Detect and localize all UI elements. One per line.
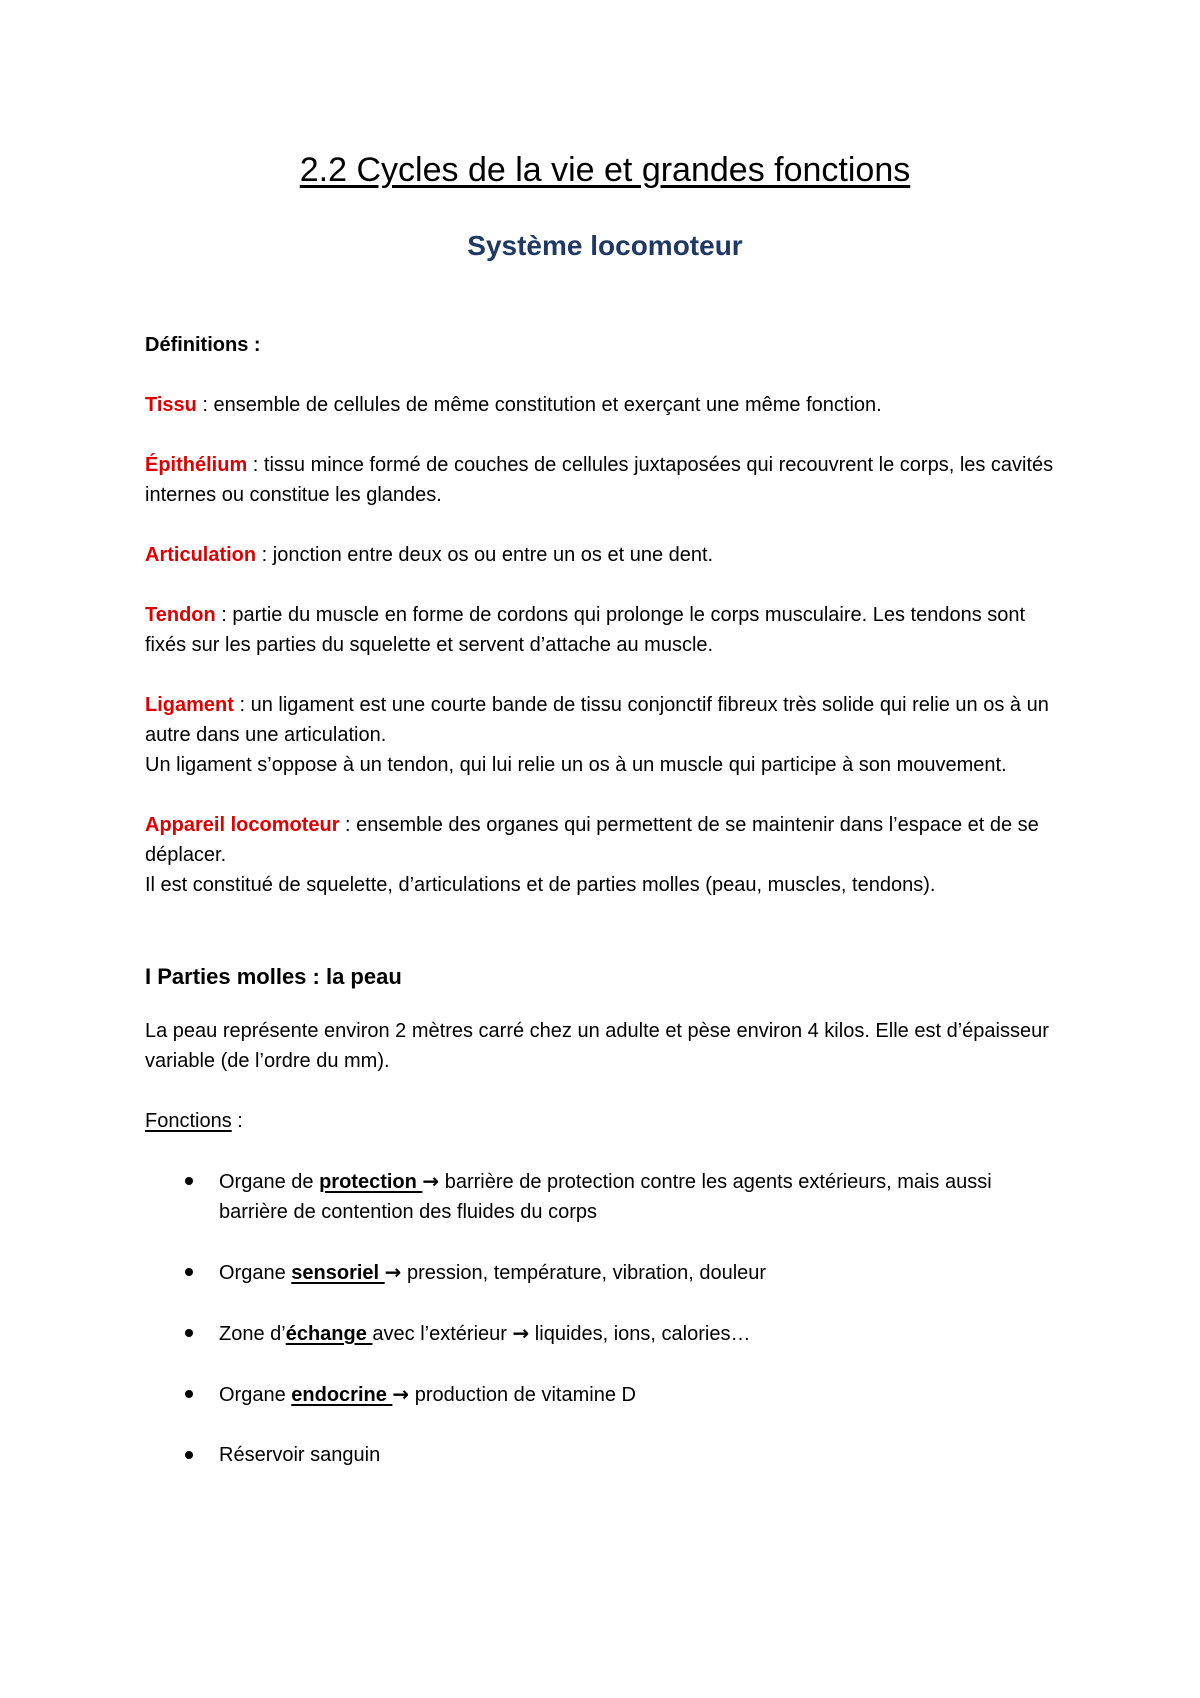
definition-tendon	[145, 600, 1065, 660]
list-item: Réservoir sanguin	[145, 1440, 1065, 1470]
list-item: Organe endocrine → production de vitamine D	[145, 1379, 1065, 1410]
definition-term: Tissu	[145, 394, 197, 416]
definition-articulation	[145, 540, 1065, 570]
definition-ligament	[145, 690, 1065, 750]
keyword: échange	[285, 1323, 373, 1345]
page-title: 2.2 Cycles de la vie et grandes fonctions	[299, 151, 911, 189]
definition-term: Appareil locomoteur	[145, 814, 340, 836]
definition-text: : ensemble des organes qui permettent de se maintenir dans l’espace et de se déplacer.	[145, 814, 1039, 866]
definitions-heading: Définitions :	[145, 334, 261, 356]
list-item: Organe sensoriel → pression, température, vibration, douleur	[145, 1257, 1065, 1288]
definition-term: Tendon	[145, 604, 216, 626]
arrow-right-icon: →	[422, 1169, 440, 1193]
definition-appareil-locomoteur	[145, 810, 1065, 870]
definition-text: : ensemble de cellules de même constitution et exerçant une même fonction.	[196, 394, 882, 416]
document-body	[145, 330, 1065, 1470]
bullet-icon	[185, 1390, 193, 1398]
bullet-icon	[185, 1268, 193, 1276]
definition-appareil-note: Il est constitué de squelette, d’articulations et de parties molles (peau, muscles, tendons).	[145, 874, 936, 896]
list-item: Zone d’échange avec l’extérieur → liquides, ions, calories…	[145, 1318, 1065, 1349]
keyword: endocrine	[291, 1384, 393, 1406]
arrow-right-icon: →	[392, 1382, 410, 1406]
definition-text: : un ligament est une courte bande de tissu conjonctif fibreux très solide qui relie un os à un autre dans une articulation.	[145, 694, 1049, 746]
section-intro: La peau représente environ 2 mètres carré chez un adulte et pèse environ 4 kilos. Elle est d’épaisseur variable (de l’ordre du mm).	[145, 1020, 1049, 1072]
definition-term: Épithélium	[145, 454, 248, 476]
definition-term: Ligament	[145, 694, 234, 716]
bullet-icon	[185, 1451, 193, 1459]
arrow-right-icon: →	[384, 1260, 402, 1284]
definition-tissu	[145, 390, 1065, 420]
functions-label-text: Fonctions	[145, 1110, 232, 1132]
functions-list	[145, 1166, 1065, 1470]
bullet-icon	[185, 1177, 193, 1185]
list-item: Organe de protection → barrière de protection contre les agents extérieurs, mais aussi barrière de contention des fluides du corps	[145, 1166, 1065, 1227]
keyword: sensoriel	[291, 1262, 385, 1284]
definition-term: Articulation	[145, 544, 257, 566]
definition-text: : tissu mince formé de couches de cellules juxtaposées qui recouvrent le corps, les cavités internes ou constitue les glandes.	[145, 454, 1054, 506]
definition-ligament-note: Un ligament s’oppose à un tendon, qui lui relie un os à un muscle qui participe à son mouvement.	[145, 754, 1007, 776]
definition-text: : jonction entre deux os ou entre un os et une dent.	[256, 544, 714, 566]
bullet-icon	[185, 1329, 193, 1337]
definition-text: : partie du muscle en forme de cordons qui prolonge le corps musculaire. Les tendons sont fixés sur les parties du squelette et servent d’attache au muscle.	[145, 604, 1026, 656]
arrow-right-icon: →	[512, 1321, 530, 1345]
functions-label: Fonctions :	[145, 1110, 243, 1132]
definition-epithelium	[145, 450, 1065, 510]
keyword: protection	[319, 1171, 423, 1193]
section-heading: I Parties molles : la peau	[145, 964, 402, 989]
page-subtitle: Système locomoteur	[467, 230, 743, 261]
